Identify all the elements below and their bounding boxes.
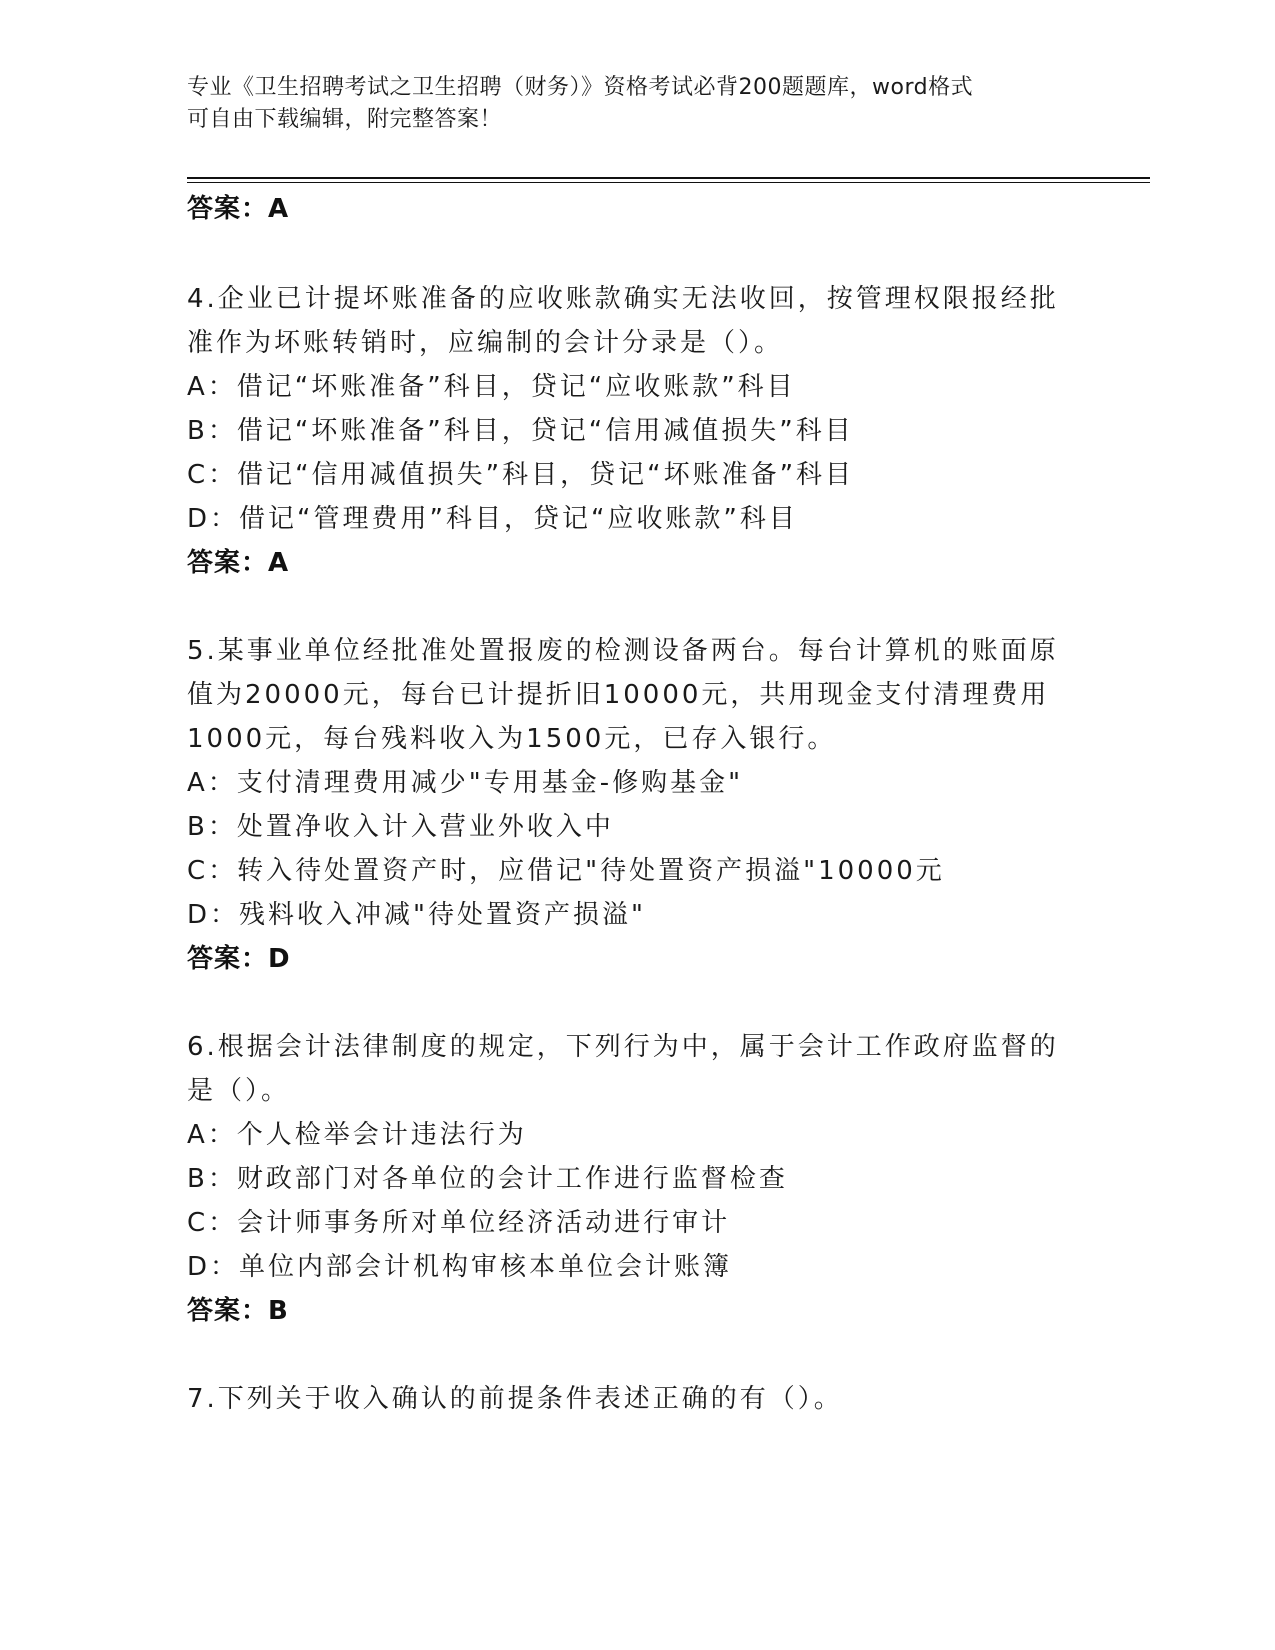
question-4-stem-line-2: 准作为坏账转销时，应编制的会计分录是（）。 [187, 328, 784, 358]
question-6-option-a: A：个人检举会计违法行为 [187, 1120, 527, 1150]
answer-q3: 答案：A [187, 194, 290, 224]
question-5-option-a: A：支付清理费用减少"专用基金-修购基金" [187, 768, 744, 798]
question-4-stem-line-1: 4.企业已计提坏账准备的应收账款确实无法收回，按管理权限报经批 [187, 284, 1059, 314]
question-5-option-d: D：残料收入冲减"待处置资产损溢" [187, 900, 646, 930]
header-line-2: 可自由下载编辑，附完整答案！ [187, 107, 503, 132]
question-4-option-a: A：借记“坏账准备”科目，贷记“应收账款”科目 [187, 372, 796, 402]
answer-q5: 答案：D [187, 944, 291, 974]
question-6-stem-line-1: 6.根据会计法律制度的规定，下列行为中，属于会计工作政府监督的 [187, 1032, 1059, 1062]
question-5-stem-line-3: 1000元，每台残料收入为1500元，已存入银行。 [187, 724, 837, 754]
question-4-option-c: C：借记“信用减值损失”科目，贷记“坏账准备”科目 [187, 460, 855, 490]
answer-q6: 答案：B [187, 1296, 289, 1326]
question-4-option-b: B：借记“坏账准备”科目，贷记“信用减值损失”科目 [187, 416, 854, 446]
header-rule-thick [187, 177, 1150, 179]
question-5-option-c: C：转入待处置资产时，应借记"待处置资产损溢"10000元 [187, 856, 945, 886]
header-rule-thin [187, 182, 1150, 183]
document-header [187, 72, 1067, 136]
question-6-option-c: C：会计师事务所对单位经济活动进行审计 [187, 1208, 731, 1238]
question-4-option-d: D：借记“管理费用”科目，贷记“应收账款”科目 [187, 504, 798, 534]
question-5-option-b: B：处置净收入计入营业外收入中 [187, 812, 614, 842]
question-5-stem-line-2: 值为20000元，每台已计提折旧10000元，共用现金支付清理费用 [187, 680, 1050, 710]
question-6-stem-line-2: 是（）。 [187, 1076, 291, 1106]
answer-q4: 答案：A [187, 548, 290, 578]
question-7-stem-line-1: 7.下列关于收入确认的前提条件表述正确的有（）。 [187, 1384, 843, 1414]
header-line-1: 专业《卫生招聘考试之卫生招聘（财务）》资格考试必背200题题库，word格式 [187, 75, 974, 100]
question-5-stem-line-1: 5.某事业单位经批准处置报废的检测设备两台。每台计算机的账面原 [187, 636, 1059, 666]
question-6-option-d: D：单位内部会计机构审核本单位会计账簿 [187, 1252, 733, 1282]
question-6-option-b: B：财政部门对各单位的会计工作进行监督检查 [187, 1164, 788, 1194]
